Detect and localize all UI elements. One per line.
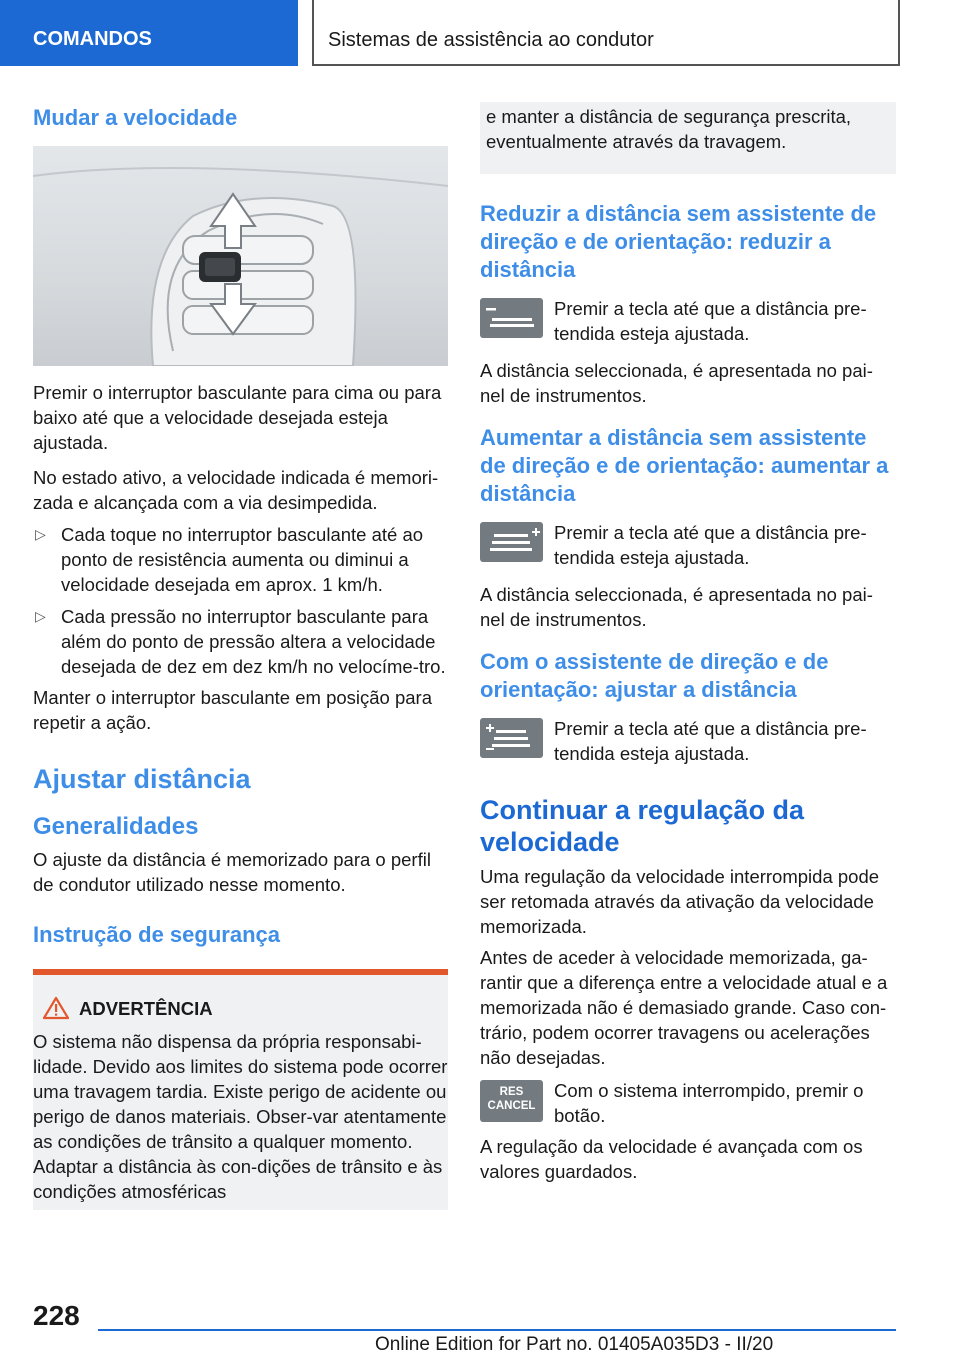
rocker-instruction: Premir o interruptor basculante para cima ou para baixo até que a velocidade desejada esteja ajustada. — [33, 382, 442, 453]
steering-switch-photo — [33, 146, 448, 366]
warning-continuation-box — [480, 102, 896, 174]
triangle-bullet-icon: ▷ — [35, 608, 46, 624]
triangle-bullet-icon: ▷ — [35, 526, 46, 542]
distance-increase-button-icon — [480, 522, 543, 562]
resume-description: Uma regulação da velocidade interrompida pode ser retomada através da ativação da velocidade memorizada. — [480, 866, 880, 937]
chapter-header — [312, 0, 900, 66]
distance-reduce-button-icon — [480, 298, 543, 338]
heading-adjust-distance: Ajustar distância — [33, 764, 251, 794]
res-cancel-button-icon: RES CANCEL — [480, 1080, 543, 1122]
edition-note: Online Edition for Part no. 01405A035D3 - II/20 — [375, 1334, 774, 1355]
heading-general: Generalidades — [33, 813, 199, 840]
footer-rule — [98, 1329, 896, 1331]
section-tab-label: COMANDOS — [33, 28, 152, 50]
increase-instruction: Premir a tecla até que a distância pre-tendida esteja ajustada. — [554, 522, 867, 568]
with-assistant-instruction: Premir a tecla até que a distância pre-tendida esteja ajustada. — [554, 718, 867, 764]
heading-resume-speed: Continuar a regulação da velocidade — [480, 795, 805, 857]
warning-triangle-icon — [43, 996, 69, 1020]
warning-continuation-text: e manter a distância de segurança prescrita, eventualmente através da travagem. — [486, 106, 852, 152]
warning-title: ADVERTÊNCIA — [33, 995, 448, 1023]
with-assistant-row — [480, 716, 896, 766]
reduce-instruction: Premir a tecla até que a distância pre-tendida esteja ajustada. — [554, 298, 867, 344]
section-tab — [0, 0, 298, 66]
heading-safety-instruction: Instrução de segurança — [33, 922, 280, 947]
reduce-distance-row — [480, 296, 896, 346]
distance-adjust-button-icon — [480, 718, 543, 758]
steering-rocker-switch-illustration — [33, 146, 448, 366]
profile-memorized-note: O ajuste da distância é memorizado para o perfil de condutor utilizado nesse momento. — [33, 849, 431, 895]
chapter-title: Sistemas de assistência ao condutor — [328, 29, 654, 51]
list-item: ▷ Cada toque no interruptor basculante até ao ponto de resistência aumenta ou diminui a velocidade desejada em aprox. 1 km/h. — [35, 524, 424, 595]
warning-box — [33, 975, 448, 1210]
list-item: ▷ Cada pressão no interruptor basculante para além do ponto de pressão altera a velocidade desejada de dez em dez km/h no velocíme-tro. — [35, 606, 446, 677]
speed-step-list — [33, 522, 448, 679]
left-column — [33, 100, 448, 1210]
hold-switch-note: Manter o interruptor basculante em posição para repetir a ação. — [33, 687, 432, 733]
resume-result-note: A regulação da velocidade é avançada com os valores guardados. — [480, 1136, 863, 1182]
warning-text: O sistema não dispensa da própria responsabi-lidade. Devido aos limites do sistema pode ocorrer uma travagem tardia. Existe perigo de acidente ou perigo de danos materiais. Obser-var atentamente as condições de trânsito a qualquer momento. Adaptar a distância às con-dições de trânsito e às condições atmosféricas — [33, 1031, 448, 1202]
increase-display-note: A distância seleccionada, é apresentada no pai-nel de instrumentos. — [480, 584, 873, 630]
resume-instruction: Com o sistema interrompido, premir o botão. — [554, 1080, 864, 1126]
heading-change-speed: Mudar a velocidade — [33, 105, 238, 130]
reduce-display-note: A distância seleccionada, é apresentada no pai-nel de instrumentos. — [480, 360, 873, 406]
resume-warning: Antes de aceder à velocidade memorizada, ga-rantir que a diferença entre a velocidade atual e a memorizada não é demasiado grande. Caso con-trário, podem ocorrer travagens ou acelerações não desejadas. — [480, 947, 888, 1068]
right-column — [480, 102, 896, 1184]
heading-increase-distance: Aumentar a distância sem assistente de direção e de orientação: aumentar a distância — [480, 425, 889, 506]
heading-reduce-distance: Reduzir a distância sem assistente de direção e de orientação: reduzir a distância — [480, 201, 877, 282]
heading-with-assistant: Com o assistente de direção e de orientação: ajustar a distância — [480, 649, 829, 702]
resume-button-row — [480, 1078, 896, 1128]
active-state-note: No estado ativo, a velocidade indicada é memori-zada e alcançada com a via desimpedida. — [33, 467, 439, 513]
increase-distance-row — [480, 520, 896, 570]
page-number: 228 — [33, 1300, 80, 1331]
